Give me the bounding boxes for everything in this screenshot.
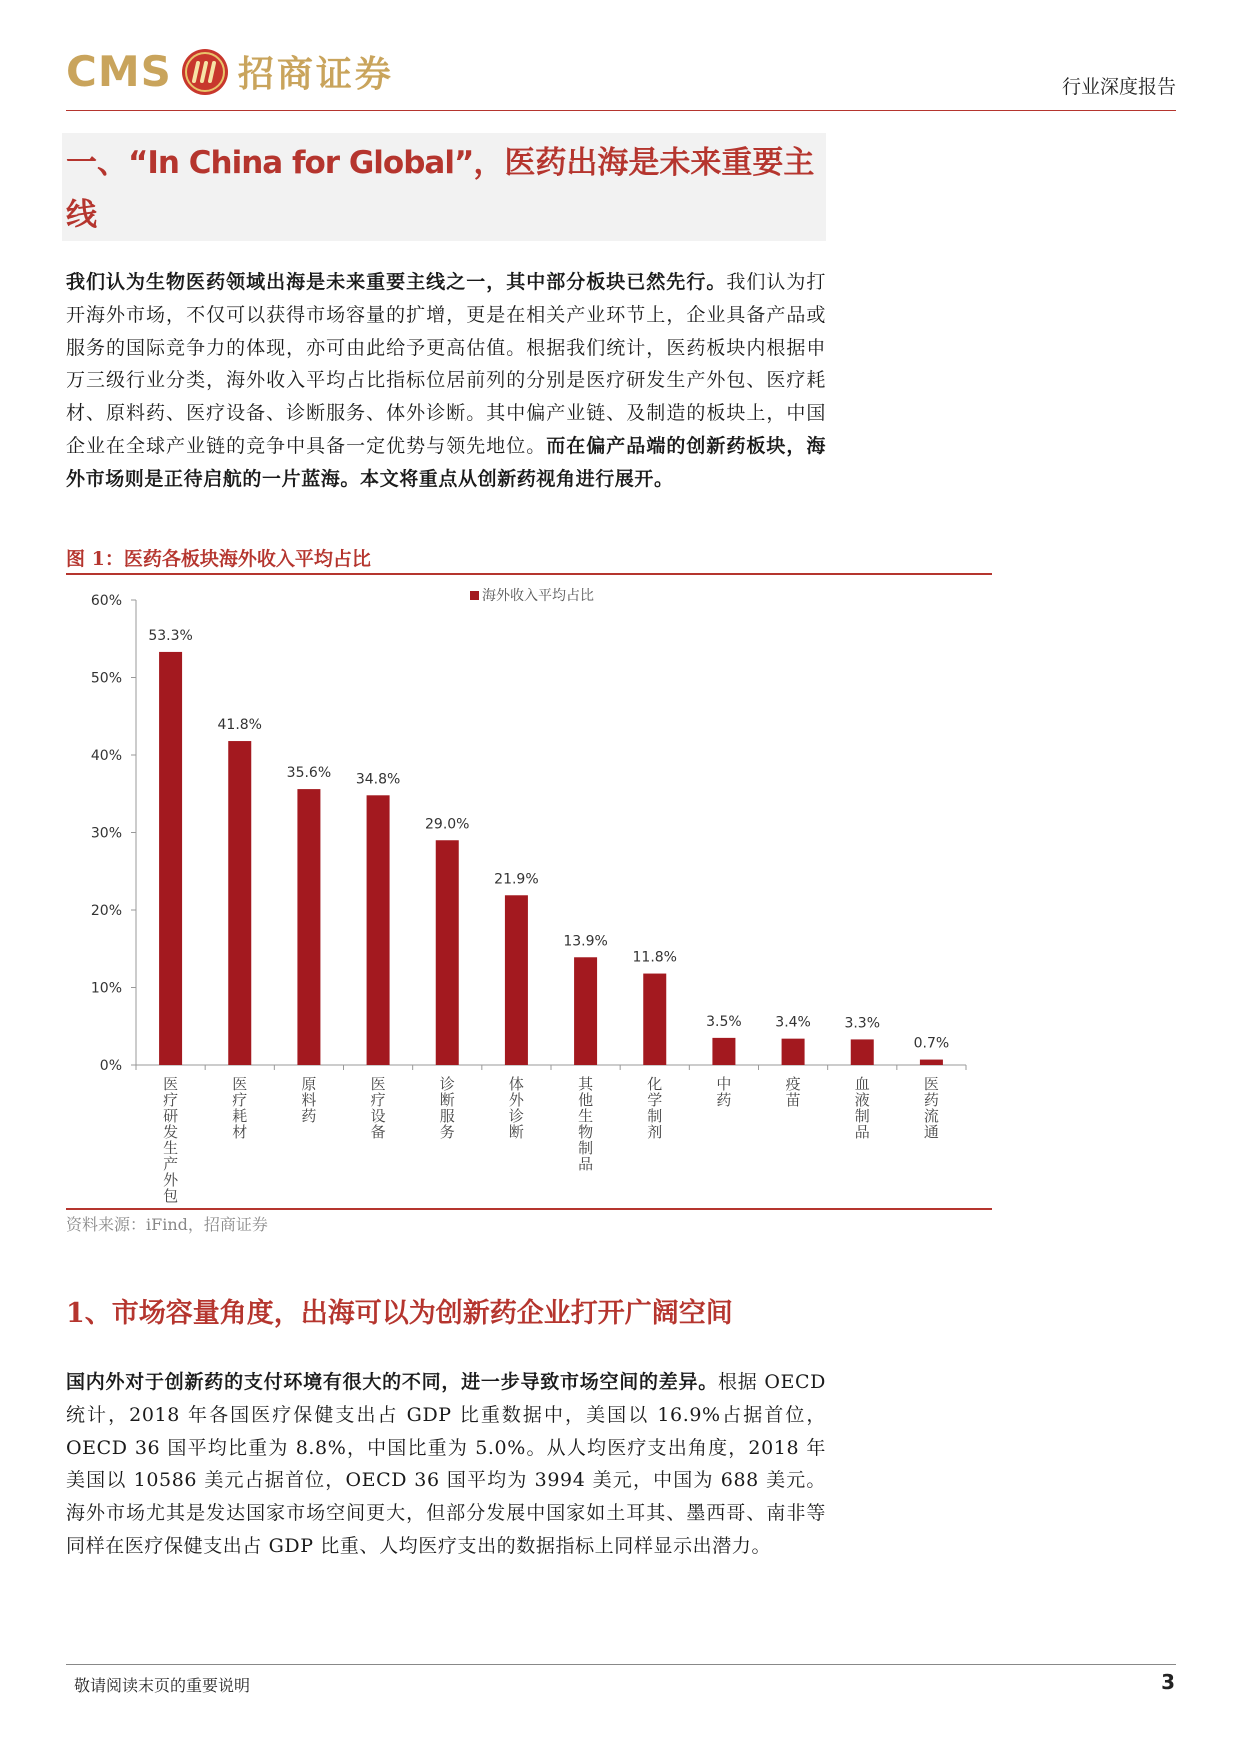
category-label: 原料药 [301, 1075, 317, 1125]
report-type: 行业深度报告 [1061, 76, 1176, 98]
data-label: 53.3% [148, 627, 193, 644]
bar [851, 1039, 874, 1065]
figure-bottom-rule [66, 1208, 992, 1210]
paragraph-market-bold: 国内外对于创新药的支付环境有很大的不同，进一步导致市场空间的差异。 [66, 1371, 719, 1393]
section-title-rest: ，医药出海是未来重要主线 [66, 145, 815, 233]
data-label: 3.4% [775, 1014, 811, 1031]
data-label: 11.8% [632, 949, 677, 966]
company-logo [66, 46, 394, 97]
figure-label: 图 1： [66, 548, 124, 570]
category-label: 中药 [716, 1075, 732, 1109]
figure-caption: 医药各板块海外收入平均占比 [123, 548, 371, 570]
data-label: 3.5% [706, 1013, 742, 1030]
category-label: 诊断服务 [439, 1075, 455, 1141]
section-title [66, 137, 820, 241]
bar [643, 974, 666, 1065]
data-label: 29.0% [425, 816, 470, 833]
logo-emblem-icon [180, 47, 230, 97]
page-number: 3 [1161, 1670, 1175, 1694]
y-tick-label: 20% [90, 903, 122, 919]
section-title-box [62, 133, 826, 241]
y-tick-label: 60% [90, 593, 122, 609]
logo-chinese-text: 招商证券 [237, 54, 394, 95]
logo-latin-text: CMS [66, 47, 172, 96]
category-label: 疫苗 [785, 1075, 801, 1109]
paragraph-intro [66, 266, 826, 496]
paragraph-intro-bold: 我们认为生物医药领域出海是未来重要主线之一，其中部分板块已然先行。 [66, 271, 727, 293]
bar [436, 840, 459, 1065]
bar [159, 652, 182, 1065]
header-divider [66, 110, 1176, 111]
section-number: 一、 [66, 145, 128, 181]
y-tick-label: 30% [90, 825, 122, 842]
figure-title [66, 544, 371, 571]
paragraph-intro-bold-end: 而在偏产品端的创新药板块，海外市场则是正待启航的一片蓝海。本文将重点从创新药视角进行展开。 [66, 434, 827, 490]
data-label: 0.7% [913, 1035, 950, 1052]
bar [228, 741, 251, 1065]
y-tick-label: 0% [99, 1058, 122, 1074]
bar [505, 895, 528, 1065]
bar [367, 795, 390, 1065]
data-label: 34.8% [355, 771, 401, 788]
data-label: 41.8% [217, 717, 262, 734]
paragraph-market [66, 1366, 826, 1563]
category-label: 其他生物制品 [578, 1075, 594, 1173]
category-label: 化学制剂 [647, 1075, 663, 1141]
section-title-quote: “In China for Global” [128, 145, 474, 181]
bar-chart [66, 575, 992, 1207]
data-label: 13.9% [563, 933, 608, 950]
legend-swatch [470, 591, 479, 600]
category-label: 医疗耗材 [232, 1075, 248, 1141]
y-tick-label: 40% [90, 748, 122, 764]
bar [782, 1039, 805, 1065]
legend-label: 海外收入平均占比 [482, 588, 594, 604]
bar [297, 789, 320, 1065]
data-label: 35.6% [286, 765, 332, 782]
figure-source: 资料来源：iFind，招商证券 [66, 1215, 268, 1234]
paragraph-intro-body: 我们认为打开海外市场，不仅可以获得市场容量的扩增，更是在相关产业环节上，企业具备产品或服务的国际竞争力的体现，亦可由此给予更高估值。根据我们统计，医药板块内根据申万三级行业分类，海外收入平均占比指标位居前列的分别是医疗研发生产外包、医疗耗材、原料药、医疗设备、诊断服务、体外诊断。其中偏产业链、及制造的板块上，中国企业在全球产业链的竞争中具备一定优势与领先地位。 [66, 271, 826, 457]
category-label: 医疗研发生产外包 [163, 1075, 179, 1205]
category-label: 血液制品 [854, 1075, 870, 1141]
category-label: 医药流通 [923, 1075, 939, 1141]
page-header [66, 40, 1176, 112]
category-label: 医疗设备 [370, 1075, 386, 1141]
y-tick-label: 10% [90, 980, 122, 997]
bar [920, 1060, 943, 1065]
subsection-title: 1、市场容量角度，出海可以为创新药企业打开广阔空间 [66, 1298, 733, 1329]
category-label: 体外诊断 [508, 1075, 524, 1141]
footer-notice: 敬请阅读末页的重要说明 [74, 1676, 251, 1695]
data-label: 3.3% [844, 1015, 881, 1032]
y-tick-label: 50% [90, 670, 122, 687]
footer-divider [66, 1664, 1176, 1665]
paragraph-market-body: 根据 OECD 统计，2018 年各国医疗保健支出占 GDP 比重数据中，美国以 16.9%占据首位，OECD 36 国平均比重为 8.8%，中国比重为 5.0%。从人均医疗支出角度，2018 年美国以 10586 美元占据首位，OECD 36 国平均为 3994 美元，中国为 688 美元。海外市场尤其是发达国家市场空间更大，但部分发展中国家如土耳其、墨西哥、南非等同样在医疗保健支出占 GDP 比重、人均医疗支出的数据指标上同样显示出潜力。 [66, 1371, 826, 1557]
data-label: 21.9% [494, 871, 539, 888]
bar [574, 957, 597, 1065]
bar [712, 1038, 735, 1065]
